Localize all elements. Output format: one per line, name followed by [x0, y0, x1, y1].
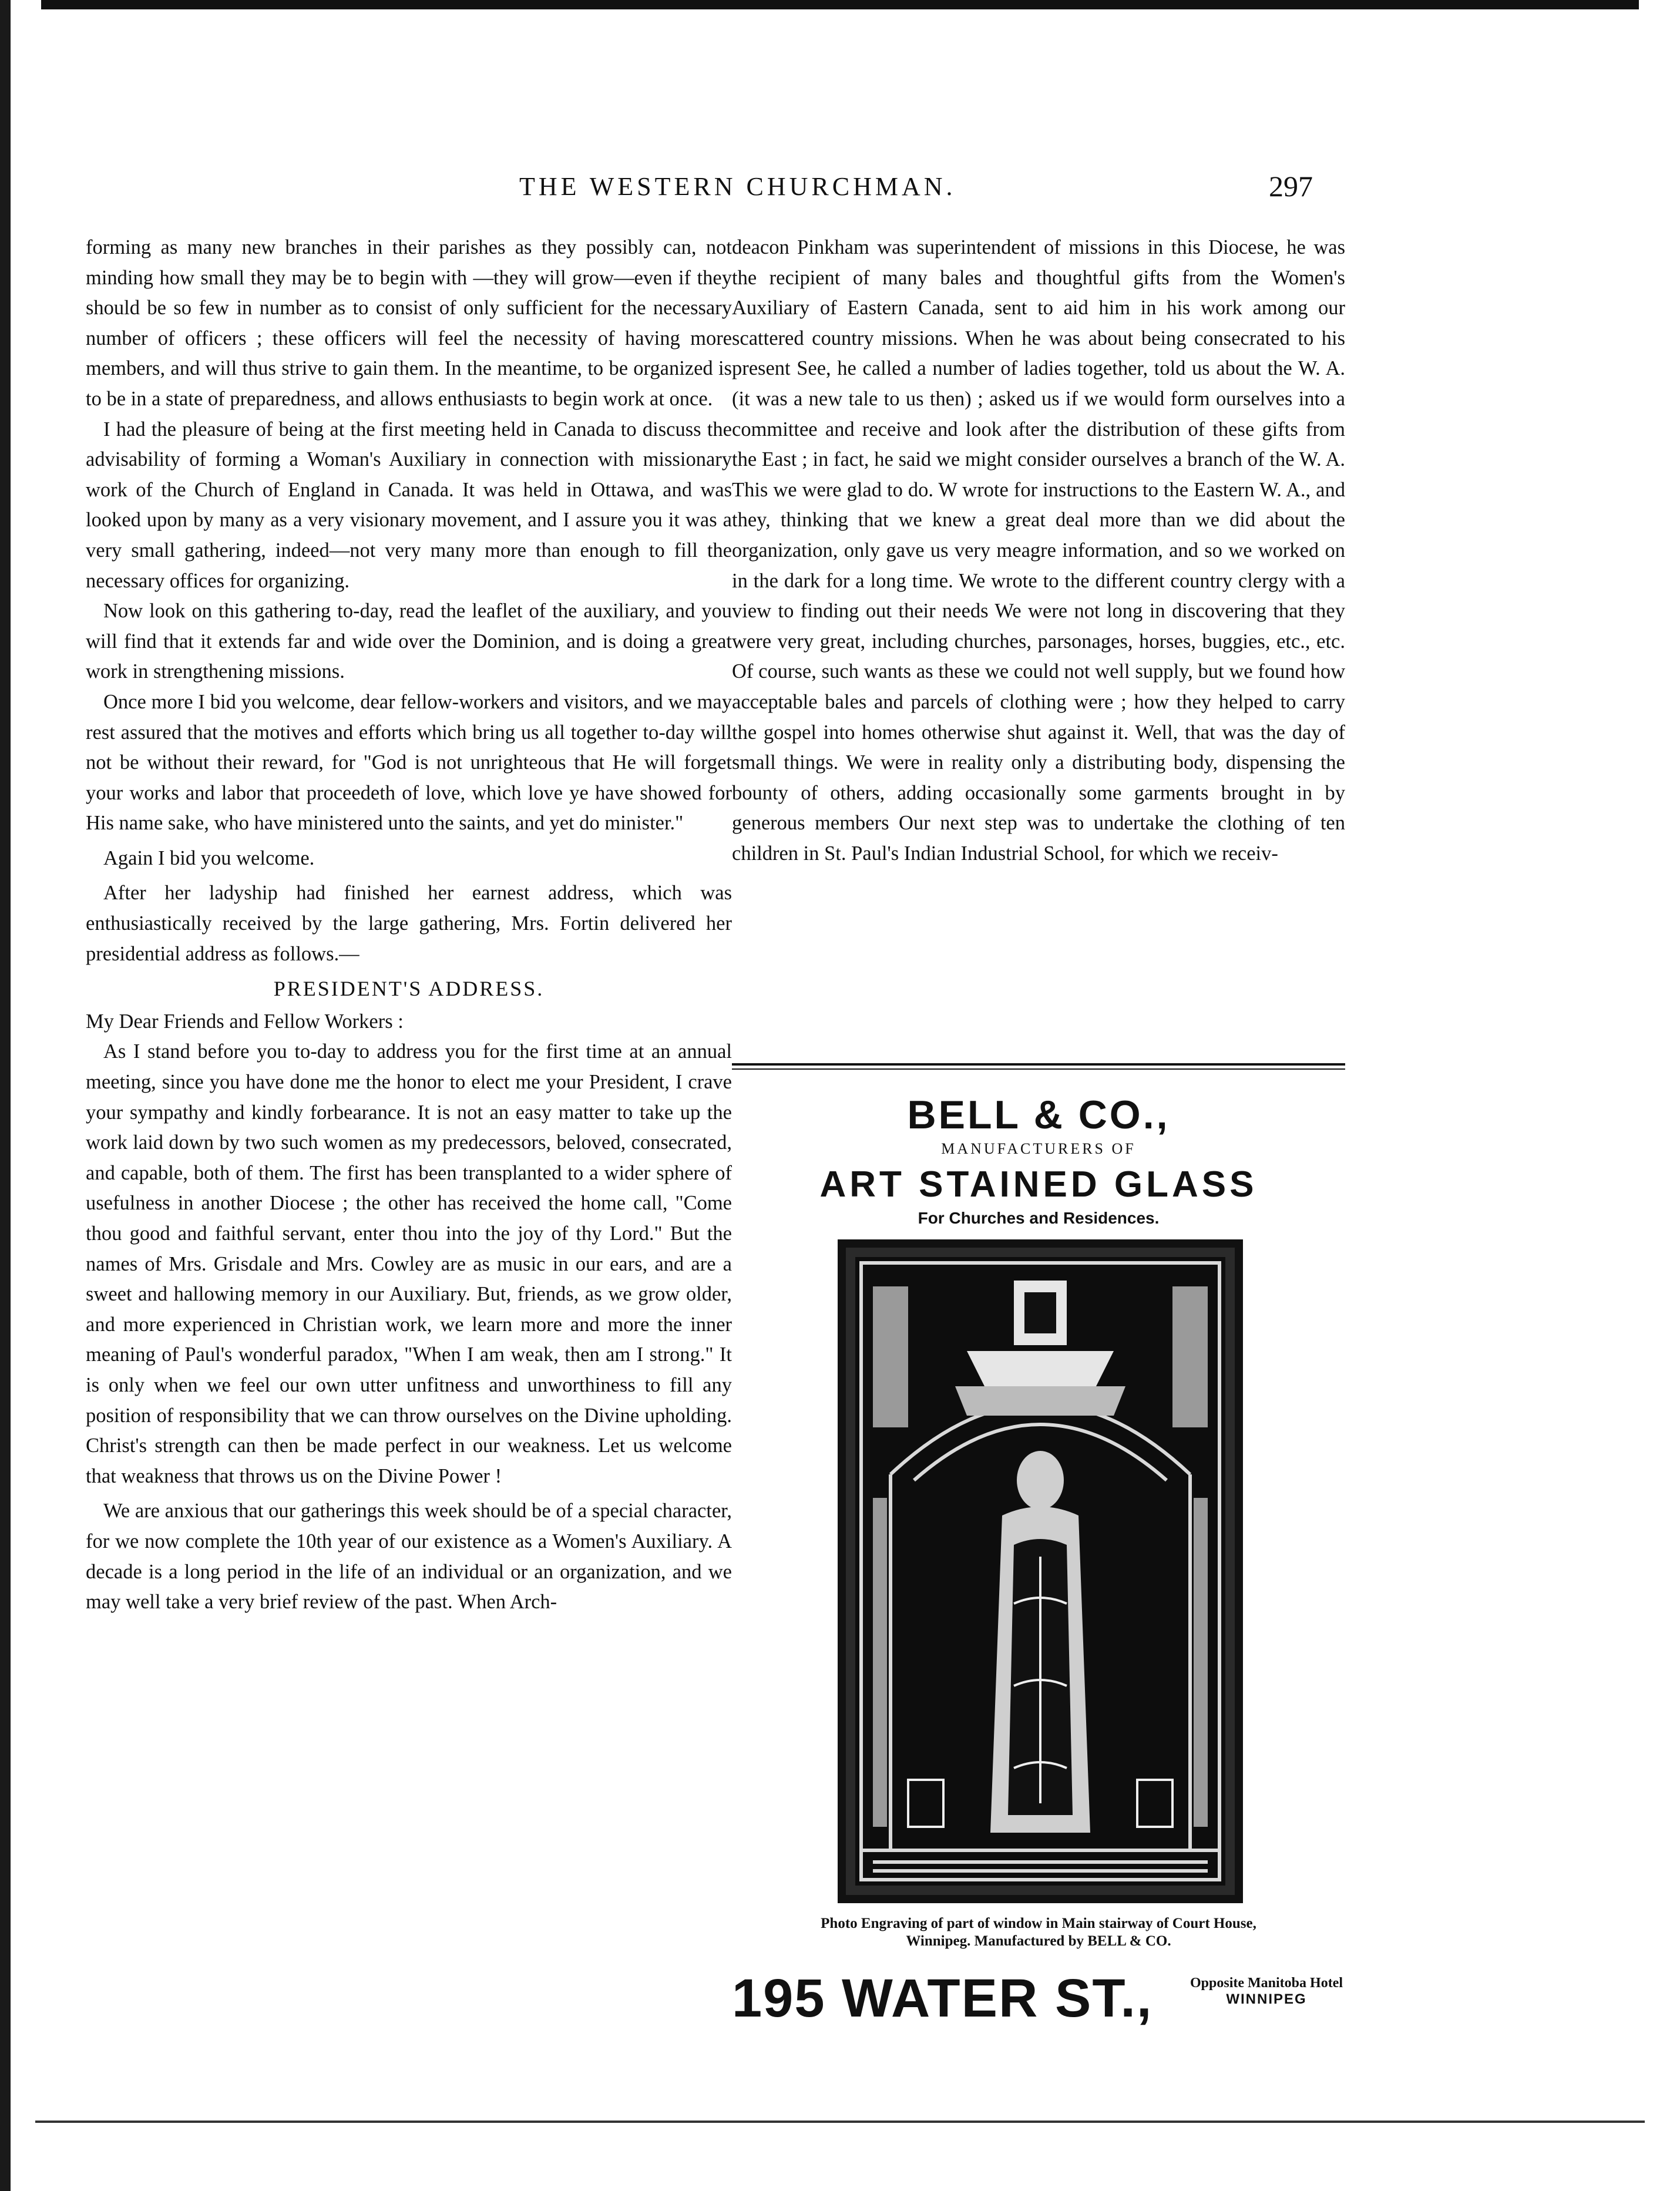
- page-edge-left: [0, 0, 11, 2191]
- salutation: My Dear Friends and Fellow Workers :: [86, 1010, 404, 1033]
- ad-top-rule-thin: [732, 1068, 1345, 1070]
- paragraph: I had the pleasure of being at the first meeting held in Canada to discuss the advisability of forming a Woman's Auxiliary in connection with missionary work of the Church of England in Canada. It was held in Ottawa, and was looked upon by many as a very visionary movement, and I assure you it was a very small gathering, indeed—not very many more than enough to fill the necessary offices for organizing.: [86, 418, 732, 592]
- ad-caption-line: Photo Engraving of part of window in Main stairway of Court House,: [821, 1916, 1256, 1931]
- ad-city: WINNIPEG: [1226, 1991, 1307, 2007]
- advertisement: [732, 1063, 1345, 2038]
- paragraph: Once more I bid you welcome, dear fellow-workers and visitors, and we may rest assured that the motives and efforts which bring us all together to-day will not be without their reward, for "God is not unrighteous that He will forget your works and labor that proceedeth of love, which love ye have showed for His name sake, who have ministered unto the saints, and yet do minister.": [86, 690, 732, 835]
- ad-caption-line: Winnipeg. Manufactured by BELL & CO.: [906, 1933, 1171, 1949]
- paragraph: deacon Pinkham was superintendent of missions in this Diocese, he was the recipient of many bales and thoughtful gifts from the Women's Auxiliary of Eastern Canada, sent to aid him in his work among our scattered country missions. When he was about being consecrated to his present See, he called a number of ladies together, told us about the W. A. (it was a new tale to us then) ; asked us if we would form ourselves into a committee and receive and look after the distribution of these gifts from the East ; in fact, he said we might consider ourselves a branch of the W. A. This we were glad to do. W wrote for instructions to the Eastern W. A., and they, thinking that we knew a great deal more than we did about the organization, only gave us very meagre information, and so we worked on in the dark for a long time. We wrote to the different country clergy with a view to finding out their needs We were not long in discovering that they were very great, including churches, parsonages, horses, buggies, etc., etc. Of course, such wants as these we could not well supply, but we found how acceptable bales and parcels of clothing were ; how they helped to carry the gospel into homes otherwise shut against it. Well, that was the day of small things. We were in reality only a distributing body, dispensing the bounty of others, adding occasionally some garments brought in by generous members Our next step was to undertake the clothing of ten children in St. Paul's Indian Industrial School, for which we receiv-: [732, 236, 1345, 865]
- ad-firm-name: BELL & CO.,: [907, 1093, 1170, 1137]
- page-edge-top: [41, 0, 1639, 9]
- left-column: [86, 233, 732, 1618]
- ad-location-line: Opposite Manitoba Hotel: [1190, 1975, 1343, 1991]
- stained-glass-window-engraving: [838, 1239, 1243, 1903]
- ad-address-row: [732, 1968, 1345, 2032]
- page-edge-bottom: [35, 2121, 1645, 2123]
- right-column: [732, 233, 1345, 869]
- paragraph: We are anxious that our gatherings this week should be of a special character, for we now complete the 10th year of our existence as a Women's Auxiliary. A decade is a long period in the life of an individual or an organization, and we may well take a very brief review of the past. When Arch-: [86, 1500, 732, 1614]
- paragraph: Again I bid you welcome.: [103, 846, 315, 869]
- paragraph: Now look on this gathering to-day, read the leaflet of the auxiliary, and you will find that it extends far and wide over the Dominion, and is doing a great work in strengthening missions.: [86, 600, 732, 683]
- running-title: THE WESTERN CHURCHMAN.: [519, 172, 956, 201]
- ad-top-rule: [732, 1063, 1345, 1066]
- ad-caption: [732, 1915, 1345, 1950]
- ad-trade-line: MANUFACTURERS OF: [941, 1140, 1136, 1157]
- running-head: [0, 172, 1680, 207]
- section-heading: PRESIDENT'S ADDRESS.: [273, 977, 545, 1001]
- paragraph: forming as many new branches in their parishes as they possibly can, not minding how small they may be to begin with —they will grow—even if they should be so few in number as to consist of only sufficient for the necessary number of officers ; these officers will feel the necessity of having more members, and will thus strive to gain them. In the meantime, to be organized is to be in a state of preparedness, and allows enthusiasts to begin work at once.: [86, 236, 732, 410]
- ad-street-address: 195 WATER ST.,: [732, 1968, 1153, 2028]
- ad-product-subline: For Churches and Residences.: [918, 1209, 1160, 1227]
- paragraph: After her ladyship had finished her earnest address, which was enthusiastically received by the large gathering, Mrs. Fortin delivered her presidential address as follows.—: [86, 882, 732, 965]
- ad-product-line: ART STAINED GLASS: [819, 1164, 1258, 1205]
- page-number: 297: [1269, 170, 1313, 203]
- ad-location: [1190, 1975, 1343, 2008]
- paragraph: As I stand before you to-day to address you for the first time at an annual meeting, since you have done me the honor to elect me your President, I crave your sympathy and kindly forbearance. It is not an easy matter to take up the work laid down by two such women as my predecessors, beloved, consecrated, and capable, both of them. The first has been transplanted to a wider sphere of usefulness in another Diocese ; the other has received the home call, "Come thou good and faithful servant, enter thou into the joy of thy Lord." But the names of Mrs. Grisdale and Mrs. Cowley are as music in our ears, and are a sweet and hallowing memory in our Auxiliary. But, friends, as we grow older, and more experienced in Christian work, we learn more and more the inner meaning of Paul's wonderful paradox, "When I am weak, then am I strong." It is only when we feel our own utter unfitness and unworthiness to fill any position of responsibility that we can throw ourselves on the Divine upholding. Christ's strength can then be made perfect in our weakness. Let us welcome that weakness that throws us on the Divine Power !: [86, 1040, 732, 1487]
